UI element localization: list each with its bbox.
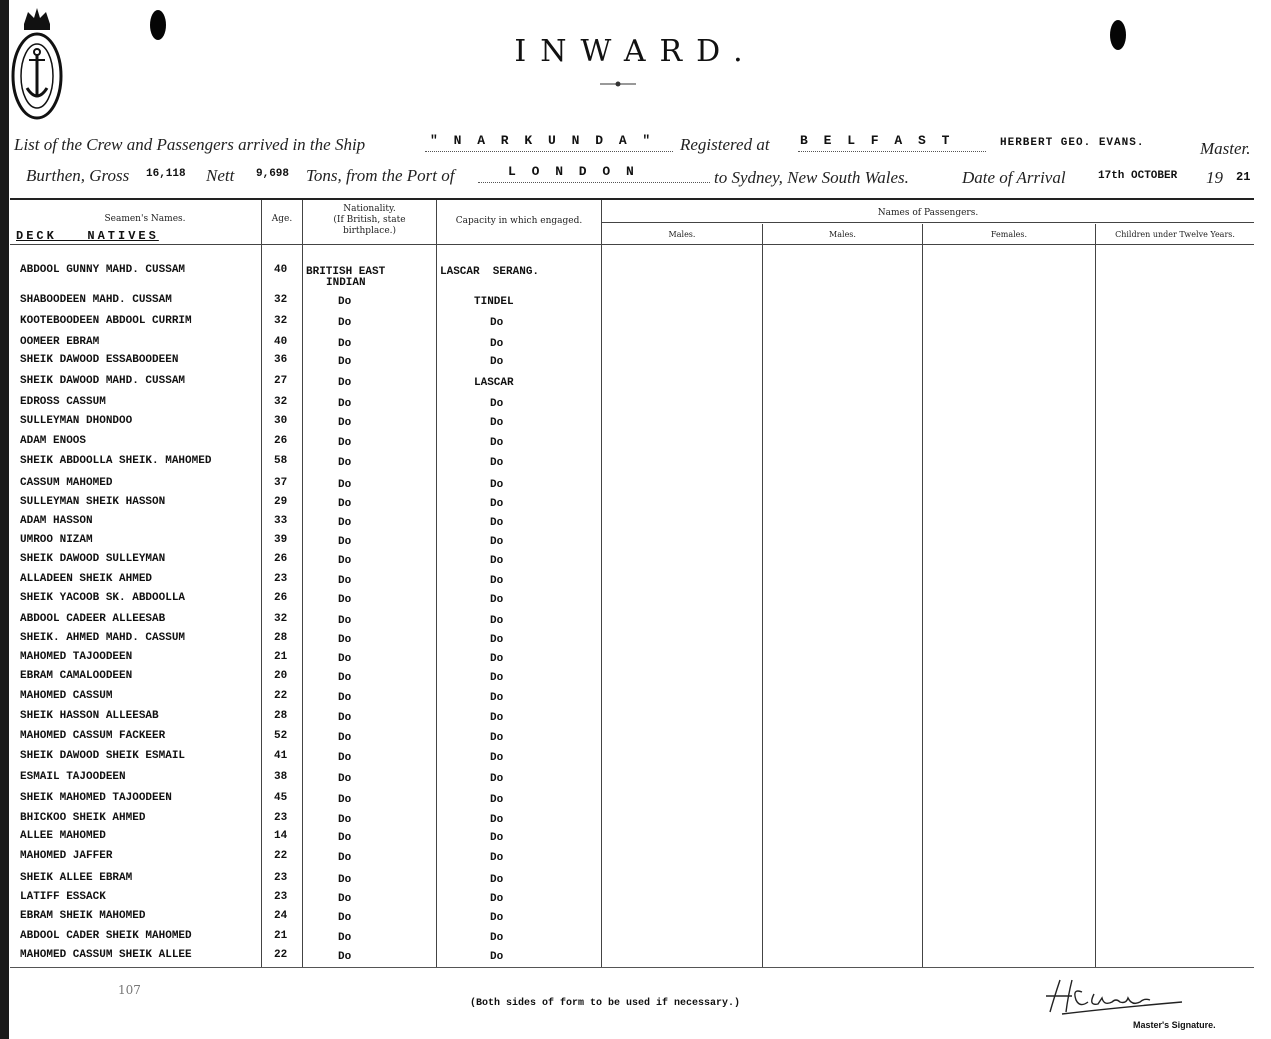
table-row — [0, 477, 1254, 495]
table-row — [0, 750, 1254, 768]
seaman-capacity: LASCAR — [474, 377, 514, 389]
table-row — [0, 264, 1254, 289]
seaman-nationality: Do — [338, 932, 352, 944]
seaman-nationality: Do — [338, 874, 352, 886]
seaman-age: 22 — [274, 690, 288, 702]
seaman-nationality: Do — [338, 457, 352, 469]
seaman-name: ALLADEEN SHEIK AHMED — [20, 573, 153, 585]
seaman-name: ABDOOL GUNNY MAHD. CUSSAM — [20, 264, 186, 276]
col-header-males-1: Males. — [668, 230, 696, 239]
section-label-deck-natives: DECK NATIVES — [16, 229, 159, 243]
seaman-capacity: Do — [490, 794, 504, 806]
seaman-name: SHEIK ABDOOLLA SHEIK. MAHOMED — [20, 455, 212, 467]
seaman-age: 37 — [274, 477, 288, 489]
seaman-nationality: Do — [338, 479, 352, 491]
table-row — [0, 830, 1254, 848]
seaman-name: SHEIK DAWOOD ESSABOODEEN — [20, 354, 179, 366]
table-row — [0, 455, 1254, 473]
seaman-name: ALLEE MAHOMED — [20, 830, 106, 842]
col-header-males-2: Males. — [829, 230, 856, 239]
seaman-capacity: Do — [490, 555, 504, 567]
seaman-capacity: Do — [490, 692, 504, 704]
seaman-nationality: Do — [338, 296, 352, 308]
seaman-nationality: Do — [338, 594, 352, 606]
seaman-age: 33 — [274, 515, 288, 527]
seaman-name: EDROSS CASSUM — [20, 396, 106, 408]
col-header-nationality-sub: (If British, state — [333, 215, 406, 225]
table-row — [0, 613, 1254, 631]
seaman-age: 20 — [274, 670, 288, 682]
seaman-name: SULLEYMAN SHEIK HASSON — [20, 496, 166, 508]
table-row — [0, 573, 1254, 591]
seaman-name: LATIFF ESSACK — [20, 891, 106, 903]
seaman-capacity: Do — [490, 773, 504, 785]
ship-fill-line — [425, 150, 673, 152]
seaman-nationality: Do — [338, 575, 352, 587]
seaman-nationality: Do — [338, 555, 352, 567]
seaman-name: SHEIK MAHOMED TAJOODEEN — [20, 792, 172, 804]
seaman-name: BHICKOO SHEIK AHMED — [20, 812, 146, 824]
table-row — [0, 632, 1254, 650]
table-row — [0, 690, 1254, 708]
registered-fill-line — [798, 150, 986, 152]
table-row — [0, 812, 1254, 830]
seaman-capacity: Do — [490, 536, 504, 548]
seaman-age: 26 — [274, 553, 288, 565]
seaman-age: 32 — [274, 396, 288, 408]
col-header-capacity: Capacity in which engaged. — [455, 216, 583, 226]
seaman-capacity: Do — [490, 594, 504, 606]
to-label: to Sydney, New South Wales. — [714, 168, 909, 187]
seaman-nationality: Do — [338, 692, 352, 704]
col-header-nationality-sub2: birthplace.) — [342, 226, 397, 236]
gross-tons: 16,118 — [146, 168, 186, 180]
seaman-nationality: Do — [338, 356, 352, 368]
table-row — [0, 670, 1254, 688]
seaman-age: 41 — [274, 750, 288, 762]
from-port: L O N D O N — [508, 164, 638, 179]
registered-port: B E L F A S T — [800, 133, 954, 148]
seaman-name: MAHOMED CASSUM FACKEER — [20, 730, 166, 742]
master-label: Master. — [1200, 139, 1251, 158]
seaman-nationality: Do — [338, 634, 352, 646]
seaman-name: SHEIK HASSON ALLEESAB — [20, 710, 159, 722]
table-row — [0, 415, 1254, 433]
seaman-capacity: TINDEL — [474, 296, 514, 308]
seaman-name: SULLEYMAN DHONDOO — [20, 415, 133, 427]
table-row — [0, 850, 1254, 868]
seaman-age: 21 — [274, 930, 288, 942]
seaman-capacity: Do — [490, 712, 504, 724]
seaman-capacity: Do — [490, 752, 504, 764]
table-row — [0, 294, 1254, 312]
year-suffix: 21 — [1236, 170, 1251, 184]
seaman-age: 52 — [274, 730, 288, 742]
seaman-age: 26 — [274, 592, 288, 604]
seaman-nationality: Do — [338, 615, 352, 627]
seaman-age: 45 — [274, 792, 288, 804]
table-row — [0, 651, 1254, 669]
seaman-age: 23 — [274, 812, 288, 824]
seaman-capacity: Do — [490, 852, 504, 864]
seaman-age: 39 — [274, 534, 288, 546]
nett-label: Nett — [206, 166, 235, 185]
table-row — [0, 949, 1254, 967]
seaman-age: 40 — [274, 264, 288, 276]
seaman-age: 23 — [274, 573, 288, 585]
seaman-capacity: Do — [490, 317, 504, 329]
seaman-capacity: Do — [490, 338, 504, 350]
table-top-rule — [10, 198, 1254, 200]
seaman-name: KOOTEBOODEEN ABDOOL CURRIM — [20, 315, 192, 327]
seaman-capacity: Do — [490, 932, 504, 944]
seaman-age: 23 — [274, 872, 288, 884]
table-row — [0, 710, 1254, 728]
seaman-age: 36 — [274, 354, 288, 366]
master-signature — [1042, 974, 1187, 1019]
table-row — [0, 315, 1254, 333]
table-row — [0, 771, 1254, 789]
seaman-name: EBRAM SHEIK MAHOMED — [20, 910, 146, 922]
table-row — [0, 872, 1254, 890]
seaman-nationality: Do — [338, 653, 352, 665]
seaman-age: 28 — [274, 632, 288, 644]
seaman-age: 14 — [274, 830, 288, 842]
seaman-nationality: Do — [338, 712, 352, 724]
seaman-name: ABDOOL CADER SHEIK MAHOMED — [20, 930, 192, 942]
seaman-name: SHABOODEEN MAHD. CUSSAM — [20, 294, 172, 306]
seaman-age: 32 — [274, 315, 288, 327]
seaman-capacity: Do — [490, 575, 504, 587]
year-prefix: 19 — [1206, 168, 1223, 187]
seaman-name: SHEIK YACOOB SK. ABDOOLLA — [20, 592, 186, 604]
tons-label: Tons, from the Port of — [306, 166, 455, 185]
col-header-children: Children under Twelve Years. — [1115, 230, 1235, 239]
seaman-nationality: Do — [338, 893, 352, 905]
seaman-age: 38 — [274, 771, 288, 783]
col-header-passengers: Names of Passengers. — [877, 208, 979, 218]
page-number: 107 — [118, 983, 141, 997]
seaman-nationality: Do — [338, 498, 352, 510]
col-header-nationality: Nationality. — [343, 204, 396, 214]
seaman-nationality: Do — [338, 752, 352, 764]
table-row — [0, 553, 1254, 571]
seaman-capacity: Do — [490, 653, 504, 665]
table-row — [0, 930, 1254, 948]
seaman-nationality: Do — [338, 437, 352, 449]
seaman-nationality: Do — [338, 536, 352, 548]
seaman-capacity: Do — [490, 951, 504, 963]
seaman-nationality: Do — [338, 317, 352, 329]
seaman-nationality: Do — [338, 832, 352, 844]
seaman-nationality: Do — [338, 672, 352, 684]
seaman-capacity: Do — [490, 814, 504, 826]
registered-label: Registered at — [680, 135, 770, 154]
seaman-capacity: Do — [490, 672, 504, 684]
seaman-age: 32 — [274, 613, 288, 625]
seaman-name: CASSUM MAHOMED — [20, 477, 113, 489]
seaman-name: ADAM HASSON — [20, 515, 93, 527]
seaman-age: 21 — [274, 651, 288, 663]
seaman-name: SHEIK DAWOOD MAHD. CUSSAM — [20, 375, 186, 387]
seaman-age: 30 — [274, 415, 288, 427]
col-header-age: Age. — [271, 214, 293, 224]
seaman-capacity: Do — [490, 437, 504, 449]
header-bottom-rule — [10, 244, 1254, 245]
seaman-nationality: Do — [338, 732, 352, 744]
seaman-nationality: Do — [338, 398, 352, 410]
seaman-capacity: Do — [490, 615, 504, 627]
seaman-nationality: Do — [338, 338, 352, 350]
master-signature-label: Master's Signature. — [1133, 1020, 1216, 1030]
table-row — [0, 496, 1254, 514]
seaman-capacity: Do — [490, 634, 504, 646]
seaman-age: 23 — [274, 891, 288, 903]
table-row — [0, 336, 1254, 354]
seaman-capacity: Do — [490, 479, 504, 491]
table-row — [0, 730, 1254, 748]
seaman-nationality: Do — [338, 951, 352, 963]
table-row — [0, 792, 1254, 810]
seaman-age: 32 — [274, 294, 288, 306]
seaman-nationality: Do — [338, 814, 352, 826]
seaman-name: MAHOMED JAFFER — [20, 850, 113, 862]
seaman-age: 29 — [274, 496, 288, 508]
date-label: Date of Arrival — [962, 168, 1066, 187]
seaman-nationality: Do — [338, 517, 352, 529]
seaman-nationality: Do — [338, 794, 352, 806]
seaman-age: 28 — [274, 710, 288, 722]
seaman-capacity: Do — [490, 356, 504, 368]
table-row — [0, 592, 1254, 610]
table-row — [0, 354, 1254, 372]
seaman-nationality: Do — [338, 773, 352, 785]
seaman-nationality: Do — [338, 912, 352, 924]
col-header-names: Seamen's Names. — [104, 214, 186, 224]
master-name: HERBERT GEO. EVANS. — [1000, 137, 1145, 149]
seaman-name: OOMEER EBRAM — [20, 336, 100, 348]
table-row — [0, 910, 1254, 928]
seaman-capacity: Do — [490, 912, 504, 924]
table-row — [0, 435, 1254, 453]
seaman-capacity: Do — [490, 417, 504, 429]
seaman-age: 22 — [274, 850, 288, 862]
seaman-name: SHEIK DAWOOD SULLEYMAN — [20, 553, 166, 565]
seaman-name: MAHOMED CASSUM — [20, 690, 113, 702]
seaman-age: 24 — [274, 910, 288, 922]
table-row — [0, 375, 1254, 393]
from-port-fill-line — [478, 181, 710, 183]
seaman-nationality: Do — [338, 417, 352, 429]
passenger-subheader-rule — [602, 222, 1254, 223]
seaman-name: EBRAM CAMALOODEEN — [20, 670, 133, 682]
nett-tons: 9,698 — [256, 168, 290, 180]
seaman-nationality-line2: INDIAN — [326, 277, 366, 289]
arrival-date: 17th OCTOBER — [1098, 170, 1178, 182]
page-title: INWARD. — [514, 34, 757, 69]
seaman-name: ESMAIL TAJOODEEN — [20, 771, 126, 783]
seaman-age: 58 — [274, 455, 288, 467]
seaman-nationality: Do — [338, 852, 352, 864]
seaman-capacity: Do — [490, 517, 504, 529]
table-row — [0, 891, 1254, 909]
seaman-name: ADAM ENOOS — [20, 435, 87, 447]
burthen-label: Burthen, Gross — [26, 166, 130, 185]
seaman-capacity: Do — [490, 498, 504, 510]
seaman-nationality: BRITISH EAST — [306, 266, 386, 278]
seaman-name: UMROO NIZAM — [20, 534, 93, 546]
footer-note: (Both sides of form to be used if necessary.) — [470, 998, 741, 1009]
seaman-name: MAHOMED CASSUM SHEIK ALLEE — [20, 949, 192, 961]
seaman-name: SHEIK DAWOOD SHEIK ESMAIL — [20, 750, 186, 762]
seaman-age: 27 — [274, 375, 288, 387]
seaman-capacity: Do — [490, 874, 504, 886]
seaman-age: 22 — [274, 949, 288, 961]
seaman-capacity: LASCAR SERANG. — [440, 266, 540, 278]
seaman-nationality: Do — [338, 377, 352, 389]
col-header-females: Females. — [990, 230, 1028, 239]
seaman-name: SHEIK ALLEE EBRAM — [20, 872, 133, 884]
ship-name: " N A R K U N D A " — [430, 133, 655, 148]
table-row — [0, 515, 1254, 533]
seaman-capacity: Do — [490, 732, 504, 744]
table-bottom-rule — [10, 967, 1254, 968]
seaman-capacity: Do — [490, 398, 504, 410]
seaman-name: SHEIK. AHMED MAHD. CASSUM — [20, 632, 186, 644]
seaman-name: ABDOOL CADEER ALLEESAB — [20, 613, 166, 625]
seaman-capacity: Do — [490, 893, 504, 905]
crew-line-label: List of the Crew and Passengers arrived in the Ship — [14, 135, 366, 154]
title-ornament-icon — [600, 80, 636, 88]
table-row — [0, 396, 1254, 414]
seaman-capacity: Do — [490, 457, 504, 469]
seaman-name: MAHOMED TAJOODEEN — [20, 651, 133, 663]
table-row — [0, 534, 1254, 552]
seaman-age: 40 — [274, 336, 288, 348]
seaman-age: 26 — [274, 435, 288, 447]
seaman-capacity: Do — [490, 832, 504, 844]
